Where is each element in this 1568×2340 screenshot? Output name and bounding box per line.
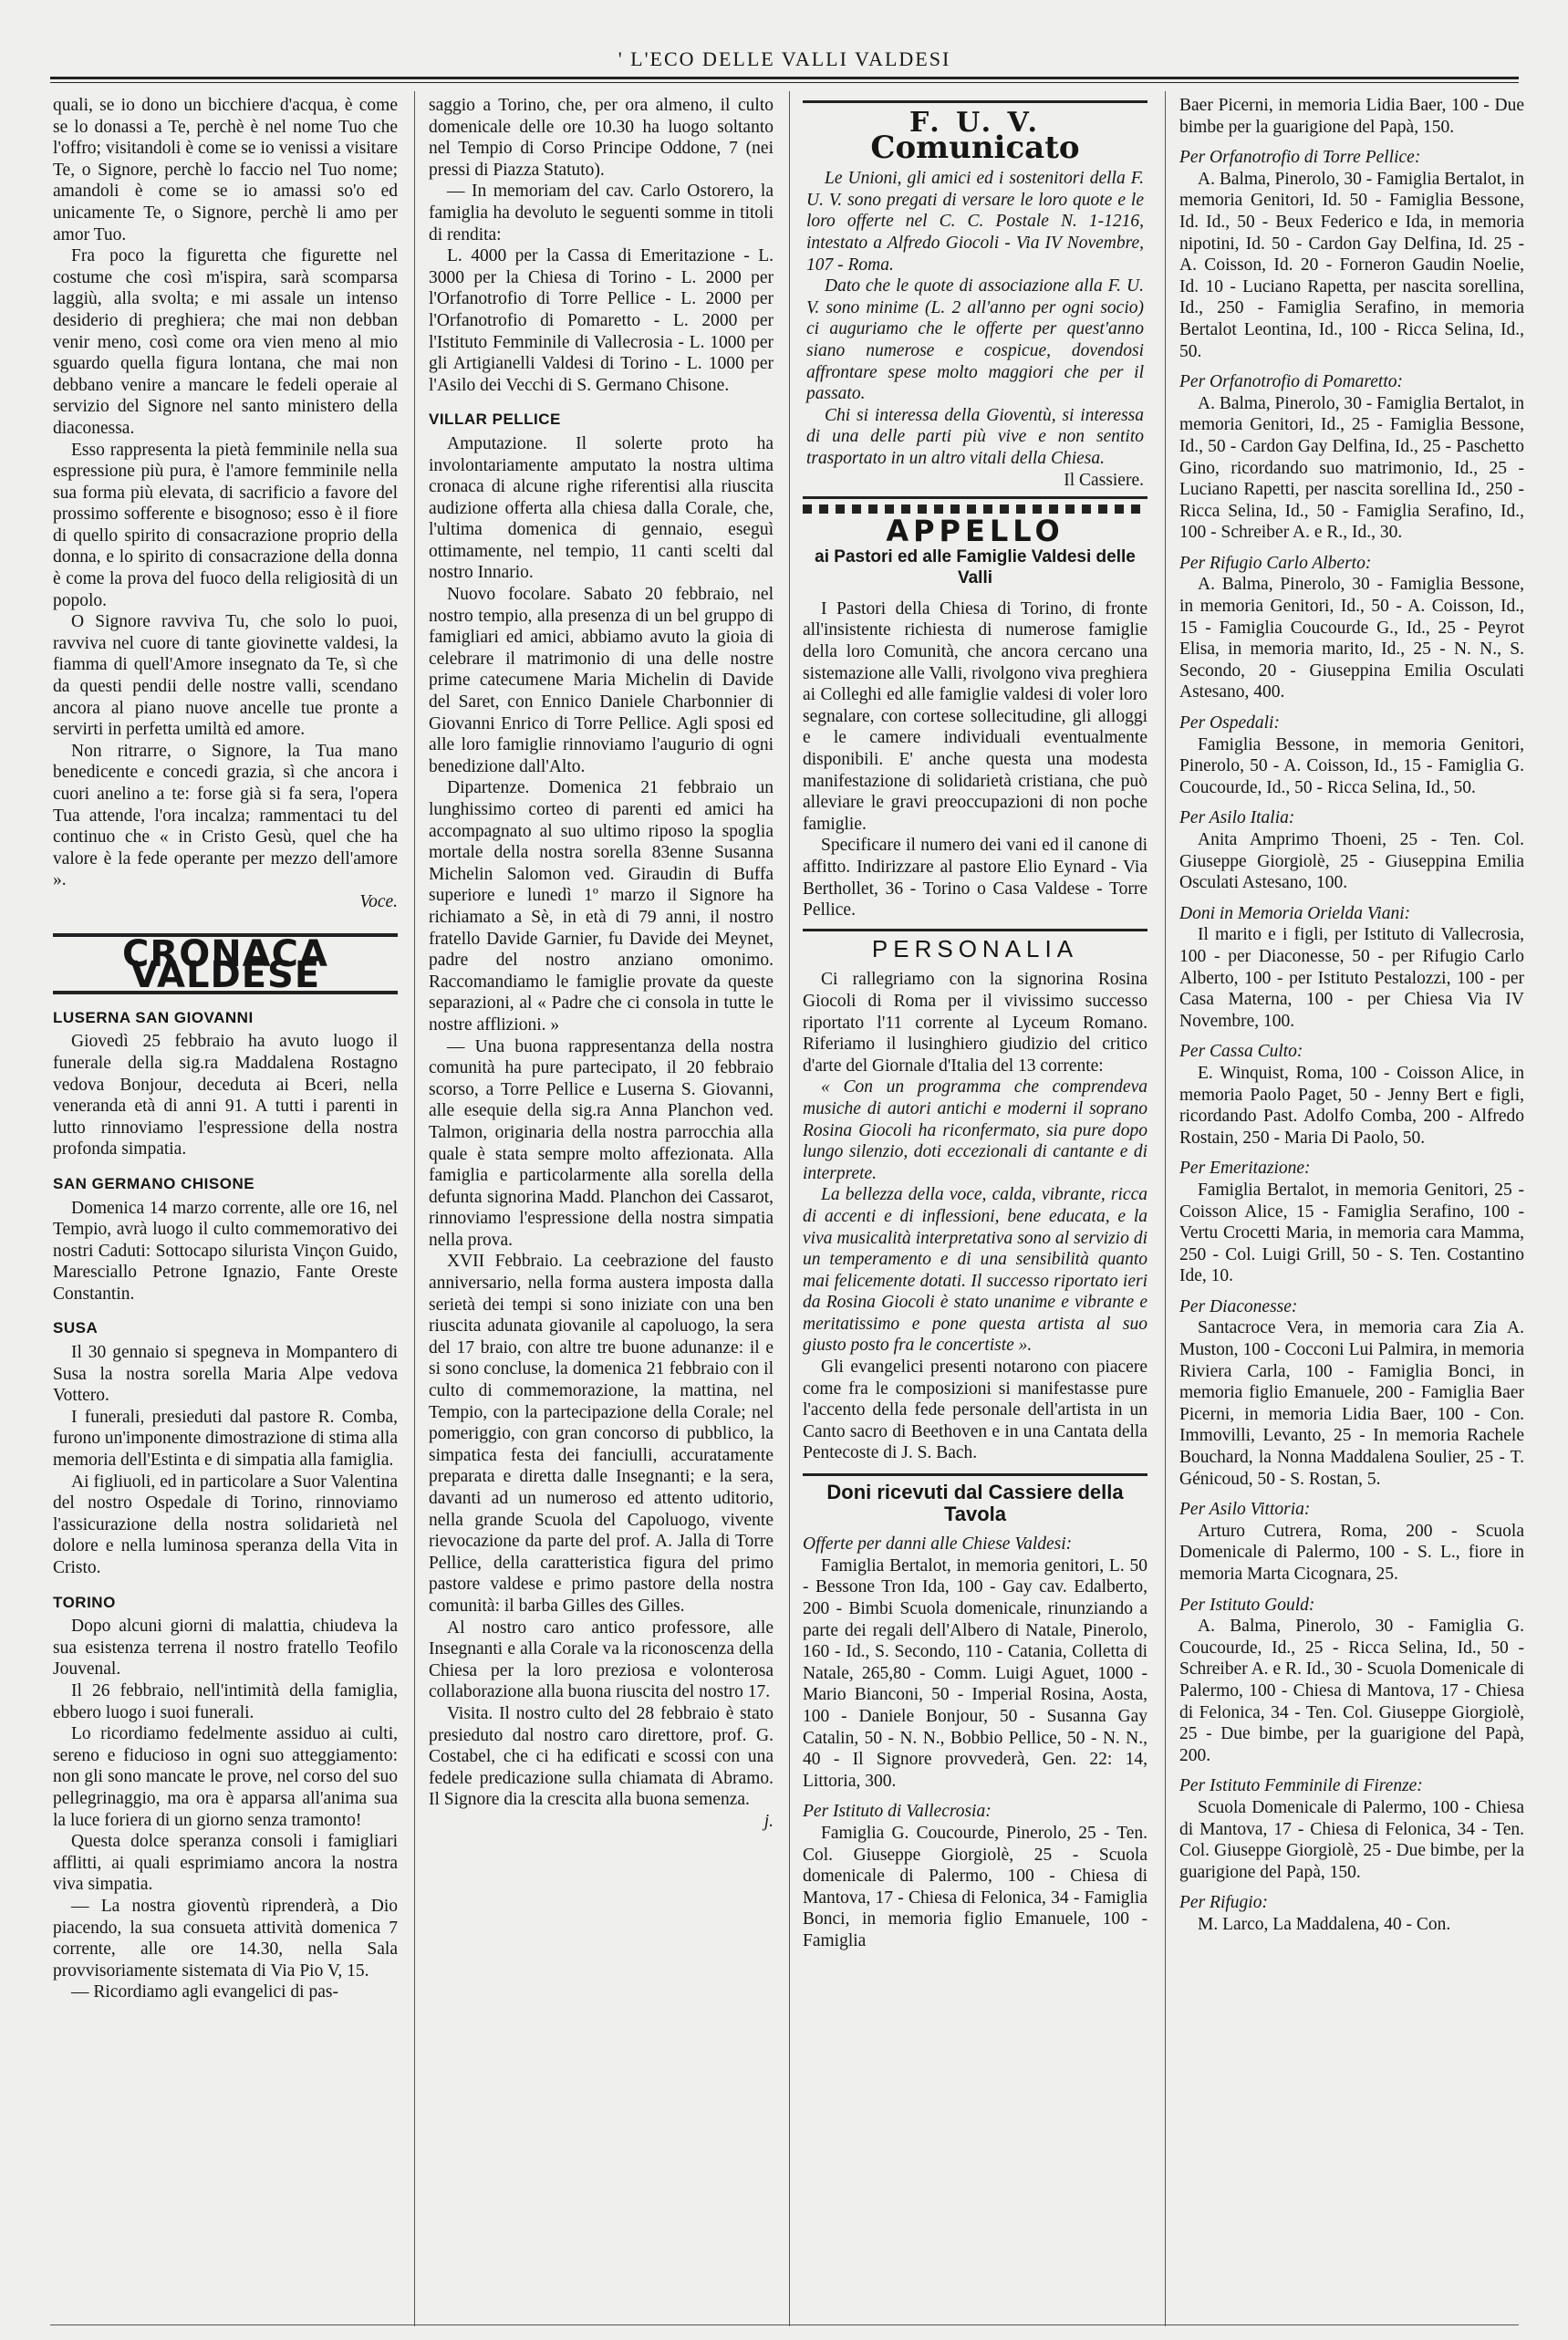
paragraph: Dato che le quote di associazione alla F. U. V. sono minime (L. 2 all'anno per ogni socio) ci auguriamo che le offerte per quest'anno siano numerose e cospicue, dovendosi affrontare spese molto maggiori che per il passato. [806, 276, 1144, 404]
personalia-title: PERSONALIA [871, 934, 1079, 962]
paragraph: saggio a Torino, che, per ora almeno, il culto domenicale delle ore 10.30 ha luogo soltanto nel Tempio di Corso Principe Oddone, 7 (nei pressi di Piazza Statuto). [429, 96, 774, 180]
paragraph: Al nostro caro antico professore, alle Insegnanti e alla Corale va la riconoscenza della Chiesa per la loro preziosa e volonterosa collaborazione alla buona riuscita del nostro 17. [429, 1617, 774, 1702]
column-4 [1179, 95, 1524, 2321]
divider [803, 929, 1147, 931]
category-label: Per Ospedali: [1179, 713, 1280, 733]
paragraph: Amputazione. Il solerte proto ha involontariamente amputato la nostra ultima cronaca di alcune righe riferentisi alla riuscita audizione offerta alla chiesa dalla Corale, che, l'ultima domenica di gennaio, eseguì ottimamente, nel tempio, 11 canti scelti dal nostro Innario. [429, 433, 774, 583]
paragraph: E. Winquist, Roma, 100 - Coisson Alice, in memoria Paolo Paget, 50 - Jenny Bert e figli, ricordando Past. Adolfo Comba, 200 - Alfredo Rostain, 250 - Maria Di Paolo, 50. [1179, 1063, 1524, 1148]
category-label: Per Diaconesse: [1179, 1296, 1298, 1316]
category-label: Offerte per danni alle Chiese Valdesi: [803, 1534, 1073, 1555]
category-label: Per Emeritazione: [1179, 1159, 1311, 1179]
paragraph: A. Balma, Pinerolo, 30 - Famiglia Bertalot, in memoria Genitori, Id., 25 - Famiglia Bessone, Id., 50 - Cardon Gay Delfina, Id., 25 - Paschetto Gino, ricordando suo matrimonio, Id., 25 - Luciano Rapetti, per nascita sorellina Id., 250 - Ricca Selina, Id., 50 - Famiglia Serafino, Id., 100 - Schreiber A. e R., Id., 30. [1179, 393, 1524, 543]
paragraph: Non ritrarre, o Signore, la Tua mano benedicente e concedi grazia, sì che ancora i cuori anelino a te: forse già si fa sera, l'opera Tua attende, l'ora incalza; rammentaci tu del continuo che « in Cristo Gesù, quel che ha valore è la fede operante per mezzo dell'amore ». [53, 741, 398, 890]
paragraph: Il marito e i figli, per Istituto di Vallecrosia, 100 - per Diaconesse, 50 - per Rifugio Carlo Alberto, 100 - per Istituto Pestalozzi, 100 - per Casa Materna, 100 - per Chiesa Via IV Novembre, 100. [1179, 925, 1524, 1031]
paragraph: — Una buona rappresentanza della nostra comunità ha pure partecipato, il 20 febbraio scorso, a Torre Pellice e Luserna S. Giovanni, alle esequie della sig.ra Anna Planchon ved. Talmon, originaria della nostra parrocchia alla quale è stata sempre molto affezionata. Alla famiglia e particolarmente alla sorella della defunta signorina Madd. Planchon dei Cassarot, rinnoviamo l'espressione della nostra simpatia nella prova. [429, 1036, 774, 1250]
paragraph: Gli evangelici presenti notarono con piacere come fra le composizioni si manifestasse pure l'accento della fede personale dell'artista in un Canto sacro di Beethoven e in una Cantata della Pentecoste di J. S. Bach. [803, 1357, 1147, 1463]
paragraph: O Signore ravviva Tu, che solo lo puoi, ravviva nel cuore di tante giovinette valdesi, la fiamma di quell'Amore insegnato da Te, sì che da questi pendii delle nostre valli, scendano ancora al piano nuove ancelle tue pronte a servirti in perfetta umiltà ed amore. [53, 612, 398, 740]
paragraph: Ai figliuoli, ed in particolare a Suor Valentina del nostro Ospedale di Torino, rinnoviamo l'assicurazione della nostra solidarietà nel dolore e nella luminosa speranza della Vita in Cristo. [53, 1472, 398, 1577]
paragraph: L. 4000 per la Cassa di Emeritazione - L. 3000 per la Chiesa di Torino - L. 2000 per l'Orfanotrofio di Torre Pellice - L. 2000 per l'Orfanotrofio di Pomaretto - L. 2000 per l'Istituto Femminile di Vallecrosia - L. 1000 per gli Artigianelli Valdesi di Torino - L. 1000 per l'Asilo dei Vecchi di S. Germano Chisone. [429, 246, 774, 395]
paragraph: Giovedì 25 febbraio ha avuto luogo il funerale della sig.ra Maddalena Rostagno vedova Bonjour, deceduta ai Bceri, nella veneranda età di anni 91. A tutti i parenti in lutto rinnoviamo l'espressione della nostra profonda simpatia. [53, 1032, 398, 1160]
paragraph: — La nostra gioventù riprenderà, a Dio piacendo, la sua consueta attività domenica 7 corrente, alle ore 14.30, nella Sala provvisoriamente sistemata di Via Pio V, 15. [53, 1896, 398, 1981]
category-label: Per Orfanotrofio di Pomaretto: [1179, 372, 1403, 392]
paragraph: « Con un programma che comprendeva musiche di autori antichi e moderni il soprano Rosina Giocoli ha riconfermato, sia pure dopo lungo silenzio, doti eccezionali di cantante e di interprete. [803, 1077, 1147, 1183]
paragraph: A. Balma, Pinerolo, 30 - Famiglia Bessone, in memoria Genitori, Id., 50 - A. Coisson, Id., 15 - Famiglia Coucourde G., Id., 25 - Peyrot Elisa, in memoria marito, Id., 25 - N. N., S. Secondo, 20 - Giuseppina Emilia Osculati Astesano, 400. [1179, 575, 1524, 702]
signature: Voce. [359, 891, 398, 911]
subhead: LUSERNA SAN GIOVANNI [53, 1008, 254, 1026]
paragraph: Chi si interessa della Gioventù, si interessa di una delle parti più vive e non sentito trasportato in un altro vitali della Chiesa. [806, 405, 1144, 468]
paragraph: Famiglia G. Coucourde, Pinerolo, 25 - Ten. Col. Giuseppe Giorgiolè, 25 - Scuola domenicale di Palermo, 100 - Chiesa di Mantova, 17 - Chiesa di Felonica, 34 - Famiglia Bonci, in memoria figlio Emanuele, 100 - Famiglia [803, 1823, 1147, 1950]
paragraph: — Ricordiamo agli evangelici di pas- [71, 1982, 338, 2002]
paragraph: Dopo alcuni giorni di malattia, chiudeva la sua esistenza terrena il nostro fratello Teofilo Jouvenal. [53, 1617, 398, 1680]
category-label: Per Cassa Culto: [1179, 1042, 1303, 1062]
paragraph: Santacroce Vera, in memoria cara Zia A. Muston, 100 - Cocconi Lui Palmira, in memoria Riviera Carla, 100 - Famiglia Bonci, in memoria figlio Emanuele, 200 - Famiglia Baer Picerni, in memoria Lidia Baer, 100 - Con. Immovilli, Levanto, 25 - In memoria Rachele Bouchard, la Nonna Maddalena Soulier, 25 - T. Génicoud, 50 - S. Rostan, 5. [1179, 1318, 1524, 1489]
appello-title: APPELLO [886, 514, 1064, 549]
signature: Il Cassiere. [1064, 470, 1144, 490]
paragraph: — In memoriam del cav. Carlo Ostorero, la famiglia ha devoluto le seguenti somme in titoli di rendita: [429, 182, 774, 244]
paragraph: Famiglia Bertalot, in memoria Genitori, 25 - Coisson Alice, 15 - Famiglia Serafino, 100 - Vertu Crocetti Maria, in memoria cara Mamma, 250 - Col. Luigi Grill, 50 - S. Ten. Costantino Ide, 10. [1179, 1180, 1524, 1286]
paragraph: Dipartenze. Domenica 21 febbraio un lunghissimo corteo di parenti ed amici ha accompagnato al suo ultimo riposo la spoglia mortale della nostra sorella 83enne Susanna Michelin Salomon ved. Giraudin di Buffa superiore e lunedì 1º marzo il Signore ha richiamato a Sè, in età di 79 anni, il nostro fratello Davide Garnier, fu Davide dei Meynet, padre del nostro anziano omonimo. Raccomandiamo le famiglie provate da queste separazioni, al « Padre che ci consola in tutte le nostre afflizioni. » [429, 778, 774, 1035]
paragraph: Famiglia Bessone, in memoria Genitori, Pinerolo, 50 - A. Coisson, Id., 15 - Famiglia G. Coucourde, Id., 50 - Ricca Selina, Id., 50. [1179, 734, 1524, 797]
paragraph: Ci rallegriamo con la signorina Rosina Giocoli di Roma per il vivissimo successo riportato l'11 corrente al Lyceum Romano. Riferiamo il lusinghiero giudizio del critico d'arte del Giornale d'Italia del 13 corrente: [803, 970, 1147, 1076]
column-divider [789, 91, 790, 2326]
category-label: Doni in Memoria Orielda Viani: [1179, 903, 1411, 923]
paragraph: A. Balma, Pinerolo, 30 - Famiglia G. Coucourde, Id., 25 - Ricca Selina, Id., 50 - Schreiber A. e R. Id., 30 - Scuola Domenicale di Palermo, 100 - Chiesa di Mantova, 17 - Chiesa di Felonica, 34 - Ten. Col. Giuseppe Giorgiolè, 25 - Due bimbe, per la guarigione del Papà, 200. [1179, 1617, 1524, 1765]
paragraph: Famiglia Bertalot, in memoria genitori, L. 50 - Bessone Tron Ida, 100 - Gay cav. Edalberto, 200 - Bimbi Scuola domenicale, rinunziando a parte dei regali dell'Albero di Natale, Pinerolo, 160 - Id., S. Secondo, 110 - Catania, Colletta di Natale, 265,80 - Comm. Luigi Aguet, 1000 - Mario Bianconi, 50 - Imperial Rosina, Aosta, 100 - Daniele Bonjour, 50 - Susanna Gay Catalin, 50 - N. N., Bobbio Pellice, 50 - N. N., 40 - Il Signore provvederà, Gen. 22: 14, Littoria, 300. [803, 1555, 1147, 1791]
paragraph: Baer Picerni, in memoria Lidia Baer, 100 - Due bimbe per la guarigione del Papà, 150. [1179, 96, 1524, 137]
appello-subtitle: ai Pastori ed alle Famiglie Valdesi delle Valli [815, 546, 1136, 588]
paragraph: Nuovo focolare. Sabato 20 febbraio, nel nostro tempio, alla presenza di un bel gruppo di famigliari ed amici, abbiamo avuto la gioia di celebrare il matrimonio di una delle nostre prime catecumene Maria Michelin di Davide del Saret, con Ennico Daniele Charbonnier di Giovanni Enrico di Torre Pellice. Agli sposi ed alle loro famiglie rinnoviamo l'augurio di ogni benedizione dall'Alto. [429, 585, 774, 776]
category-label: Per Istituto di Vallecrosia: [803, 1802, 992, 1822]
paragraph: La bellezza della voce, calda, vibrante, ricca di accenti e di inflessioni, bene educata, e la viva musicalità interpretativa sono al servizio di un temperamento e di una sensibilità quanto mai felicemente dotati. Il successo riportato ieri da Rosina Giocoli è stato unanime e vibrante e meritatissimo e pone questa artista al suo giusto posto fra le concertiste ». [803, 1185, 1147, 1356]
category-label: Per Asilo Italia: [1179, 808, 1295, 828]
subhead: SUSA [53, 1319, 99, 1337]
category-label: Per Orfanotrofio di Torre Pellice: [1179, 148, 1421, 168]
paragraph: Specificare il numero dei vani ed il canone di affitto. Indirizzare al pastore Elio Eynard - Via Berthollet, 36 - Torino o Casa Valdese - Torre Pellice. [803, 836, 1147, 920]
paragraph: quali, se io dono un bicchiere d'acqua, è come se lo donassi a Te, perchè è nel nome Tuo che l'offro; visitandoli è come se io venissi a visitare Te, o Signore, perchè lo faccio nel Tuo nome; amandoli è come se io amassi so'o ed unicamente Te, o Signore, perchè li amo per amor Tuo. [53, 96, 398, 244]
column-divider [1165, 91, 1166, 2326]
paragraph: Arturo Cutrera, Roma, 200 - Scuola Domenicale di Palermo, 100 - S. L., fiore in memoria Marta Cicognara, 25. [1179, 1521, 1524, 1584]
paragraph: I Pastori della Chiesa di Torino, di fronte all'insistente richiesta di numerose famiglie della loro Comunità, che ancora cercano una sistemazione alle Valli, rivolgono viva preghiera ai Colleghi ed alle famiglie valdesi di voler loro segnalare, con cortese sollecitudine, gli alloggi e le camere individuali eventualmente disponibili. E' anche questa una modesta manifestazione di solidarietà cristiana, che può alleviare le gravi preoccupazioni di non poche famiglie. [803, 598, 1147, 834]
category-label: Per Rifugio Carlo Alberto: [1179, 553, 1372, 573]
column-divider [414, 91, 415, 2326]
paragraph: Domenica 14 marzo corrente, alle ore 16, nel Tempio, avrà luogo il culto commemorativo dei nostri Caduti: Sottocapo silurista Vinçon Guido, Maresciallo Petrone Ignazio, Fante Oreste Constantin. [53, 1198, 398, 1304]
paragraph: Visita. Il nostro culto del 28 febbraio è stato presieduto dal nostro caro direttore, prof. G. Costabel, che ci ha edificati e scossi con una fedele predicazione sulla chiamata di Abramo. Il Signore dia la crescita alla buona semenza. [429, 1703, 774, 1810]
subhead: VILLAR PELLICE [429, 411, 561, 429]
category-label: Per Rifugio: [1179, 1893, 1268, 1913]
paragraph: Esso rappresenta la pietà femminile nella sua espressione più pura, è l'amore femminile nella sua forma più elevata, di sacrificio a favore del prossimo sofferente e bisognoso; esso è il fiore di quello spirito di consacrazione proprio della donna, e lo spirito di consacrazione della donna è come la prova del fuoco della religiosità di un popolo. [53, 440, 398, 610]
header-rule [50, 77, 1519, 79]
fuv-subtitle: Comunicato [870, 129, 1080, 166]
paragraph: Questa dolce speranza consoli i famigliari afflitti, ai quali esprimiamo ancora la nostra viva simpatia. [53, 1832, 398, 1895]
column-1 [53, 95, 398, 2321]
column-2 [429, 95, 774, 2321]
signature: j. [763, 1811, 774, 1831]
section-title: CRONACA VALDESE [53, 933, 398, 994]
paragraph: M. Larco, La Maddalena, 40 - Con. [1198, 1914, 1451, 1934]
page-header: ' L'ECO DELLE VALLI VALDESI [618, 47, 951, 70]
paragraph: Anita Amprimo Thoeni, 25 - Ten. Col. Giuseppe Giorgiolè, 25 - Giuseppina Emilia Osculati Astesano, 100. [1179, 830, 1524, 893]
column-3 [803, 95, 1147, 2321]
category-label: Per Asilo Vittoria: [1179, 1500, 1311, 1520]
subhead: TORINO [53, 1593, 116, 1611]
paragraph: Fra poco la figuretta che figurette nel costume che così m'ispira, sarà scomparsa laggiù, alla svolta; e mi assale un intenso desiderio di preghiera; che mai non debban venir meno, così come ora vien meno al mio sguardo quella figura lontana, che mai non debbano venire a mancare le fedeli operaie al servizio del Signore nel santo ministero della diaconessa. [53, 246, 398, 438]
bottom-rule [50, 2324, 1519, 2325]
paragraph: A. Balma, Pinerolo, 30 - Famiglia Bertalot, in memoria Genitori, Id. 50 - Famiglia Bessone, Id. Id., 50 - Beux Federico e Ida, in memoria nipotini, Id. 50 - Cardon Gay Delfina, Id. 25 - A. Coisson, Id. 20 - Forneron Gaudin Noelie, Id. 10 - Luciano Rapetta, per nascita sorellina, Id., 250 - Famiglia Serafino, in memoria Bertalot Leontina, Id., 100 - Ricca Selina, Id., 50. [1179, 169, 1524, 361]
paragraph: Le Unioni, gli amici ed i sostenitori della F. U. V. sono pregati di versare le loro quote e le loro offerte nel C. C. Postale N. 1-1216, intestato a Alfredo Giocoli - Via IV Novembre, 107 - Roma. [806, 169, 1144, 275]
fuv-box [803, 100, 1147, 499]
decorative-border [803, 504, 1147, 514]
paragraph: Lo ricordiamo fedelmente assiduo ai culti, sereno e fiducioso in ogni suo atteggiamento: non gli sono mancate le prove, nel corso del suo pellegrinaggio, ma ora è apparsa all'anima sua la luce foriera di un giorno senza tramonto! [53, 1724, 398, 1830]
divider [803, 1473, 1147, 1476]
category-label: Per Istituto Gould: [1179, 1595, 1315, 1615]
header-rule-thin [50, 82, 1519, 83]
subhead: SAN GERMANO CHISONE [53, 1174, 255, 1192]
paragraph: Il 26 febbraio, nell'intimità della famiglia, ebbero luogo i suoi funerali. [53, 1680, 398, 1722]
fuv-title: F. U. V. [909, 107, 1041, 139]
paragraph: Scuola Domenicale di Palermo, 100 - Chiesa di Mantova, 17 - Chiesa di Felonica, 34 - Ten. Col. Giuseppe Giorgiolè, 25 - Due bimbe, per la guarigione del Papà, 150. [1179, 1797, 1524, 1882]
paragraph: XVII Febbraio. La ceebrazione del fausto anniversario, nella forma austera imposta dalla serietà dei tempi si sono iniziate con una ben riuscita adunata giovanile al capoluogo, la sera del 17 braio, con altre tre buone adunanze: il e si sono concluse, la domenica 21 febbraio con il culto di commemorazione, la mattina, nel Tempio, con la partecipazione della Corale; nel pomeriggio, con gran concorso di pubblico, la simpatica festa dei fanciulli, accuratamente preparata e diretta dalle Insegnanti; e la sera, davanti ad un numeroso ed attento uditorio, nella grande Scuola del Capoluogo, vivente rievocazione da parte del prof. A. Jalla di Torre Pellice, della caratteristica figura del primo pastore valdese e primo pastore della nostra comunità: il barba Gilles des Gilles. [429, 1252, 774, 1616]
doni-title: Doni ricevuti dal Cassiere della Tavola [826, 1481, 1124, 1525]
category-label: Per Istituto Femminile di Firenze: [1179, 1776, 1423, 1796]
paragraph: I funerali, presieduti dal pastore R. Comba, furono un'imponente dimostrazione di stima alla memoria dell'Estinta e di simpatia alla famiglia. [53, 1407, 398, 1471]
paragraph: Il 30 gennaio si spegneva in Mompantero di Susa la nostra sorella Maria Alpe vedova Vottero. [53, 1343, 398, 1406]
